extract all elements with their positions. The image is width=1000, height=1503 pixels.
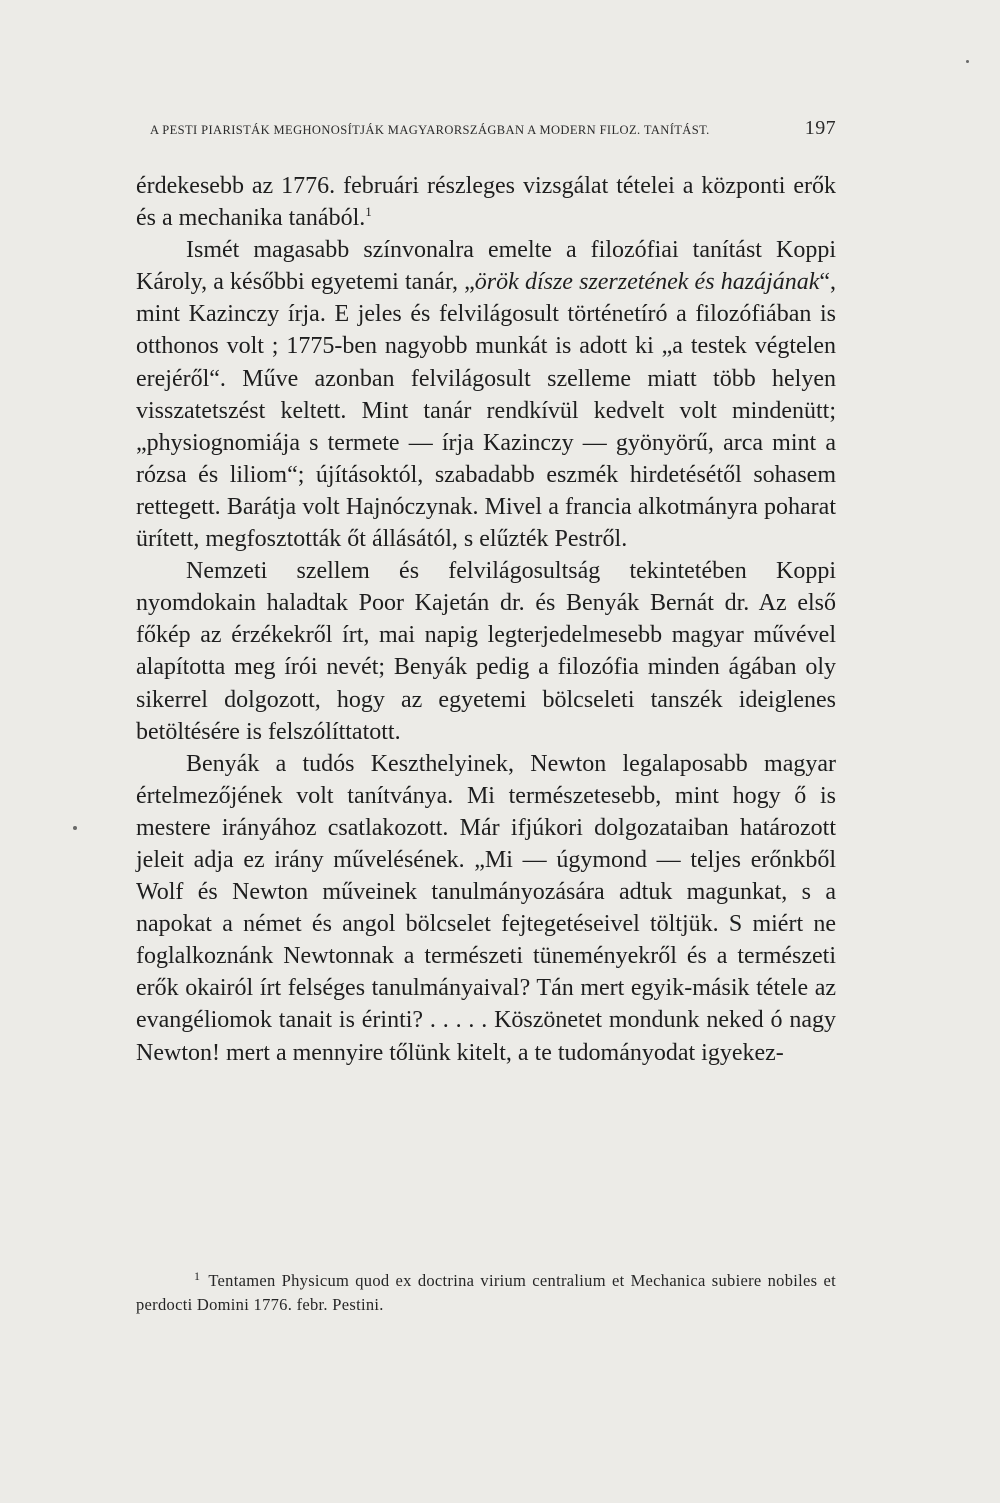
footnote-mark: 1	[194, 1268, 201, 1283]
italic-quote: örök dísze szerzetének és hazájának	[474, 269, 820, 296]
print-speck	[966, 60, 969, 63]
paragraph-text: “, mint Kazinczy írja. E jeles és felvilágosult történetíró a filozófiában is otthonos volt ; 1775-ben nagyobb munkát is adott ki „a testek végtelen erejéről“. Műve azonban felvilágosult szelleme miatt több helyen visszatetszést keltett. Mint tanár rendkívül kedvelt volt mindenütt; „physiognomiája s termete — írja Kazinczy — gyönyörű, arca mint a rózsa és liliom“; újításoktól, szabadabb eszmék hirdetésétől sohasem rettegett. Barátja volt Hajnóczynak. Mivel a francia alkotmányra poharat ürített, megfosztották őt állásától, s elűzték Pestről.	[136, 269, 837, 553]
paragraph-text: Nemzeti szellem és felvilágosultság tekintetében Koppi nyomdokain haladtak Poor Kajetán dr. és Benyák Bernát dr. Az első főkép az érzékekről írt, mai napig legterjedelmesebb magyar művével alapította meg írói nevét; Benyák pedig a filozófia minden ágában oly sikerrel dolgozott, hogy az egyetemi bölcseleti tanszék ideiglenes betöltésére is felszólíttatott.	[136, 558, 836, 745]
paragraph-text: Benyák a tudós Keszthelyinek, Newton legalaposabb magyar értelmezőjének volt tanítványa. Mi természetesebb, mint hogy ő is mestere irányához csatlakozott. Már ifjúkori dolgozataiban határozott jeleit adja ez irány művelésének. „Mi — úgymond — teljes erőnkből Wolf és Newton műveinek tanulmányozására adtuk magunkat, s a napokat a német és angol bölcselet fejtegetéseivel töltjük. S miért ne foglalkoznánk Newtonnak a természeti tüneményekről és a természeti erők okairól írt felséges tanulmányaival? Tán mert egyik-másik tétele az evangéliomok tanait is érinti? . . . . . Köszönetet mondunk neked ó nagy Newton! mert a mennyire tőlünk kitelt, a te tudományodat igyekez-	[136, 750, 836, 1066]
print-speck	[73, 826, 77, 830]
footnote-text: Tentamen Physicum quod ex doctrina virium centralium et Mechanica subiere nobiles et perdocti Domini 1776. febr. Pestini.	[136, 1271, 836, 1314]
paragraph	[136, 170, 836, 234]
paragraph	[136, 234, 836, 555]
running-head	[150, 117, 840, 143]
page-number: 197	[804, 117, 836, 139]
paragraph-text: érdekesebb az 1776. februári részleges vizsgálat tételei a központi erők és a mechanika tanából.	[136, 173, 836, 232]
footnote	[136, 1269, 836, 1317]
footnote-reference: 1	[365, 204, 372, 220]
paragraph	[136, 748, 836, 1069]
running-title: A PESTI PIARISTÁK MEGHONOSÍTJÁK MAGYARORSZÁGBAN A MODERN FILOZ. TANÍTÁST.	[150, 123, 710, 137]
body-text	[136, 170, 836, 1069]
paragraph	[136, 555, 836, 748]
paragraph-text: Ismét magasabb színvonalra emelte a filozófiai tanítást Koppi Károly, a későbbi egyetemi tanár, „	[136, 237, 836, 296]
